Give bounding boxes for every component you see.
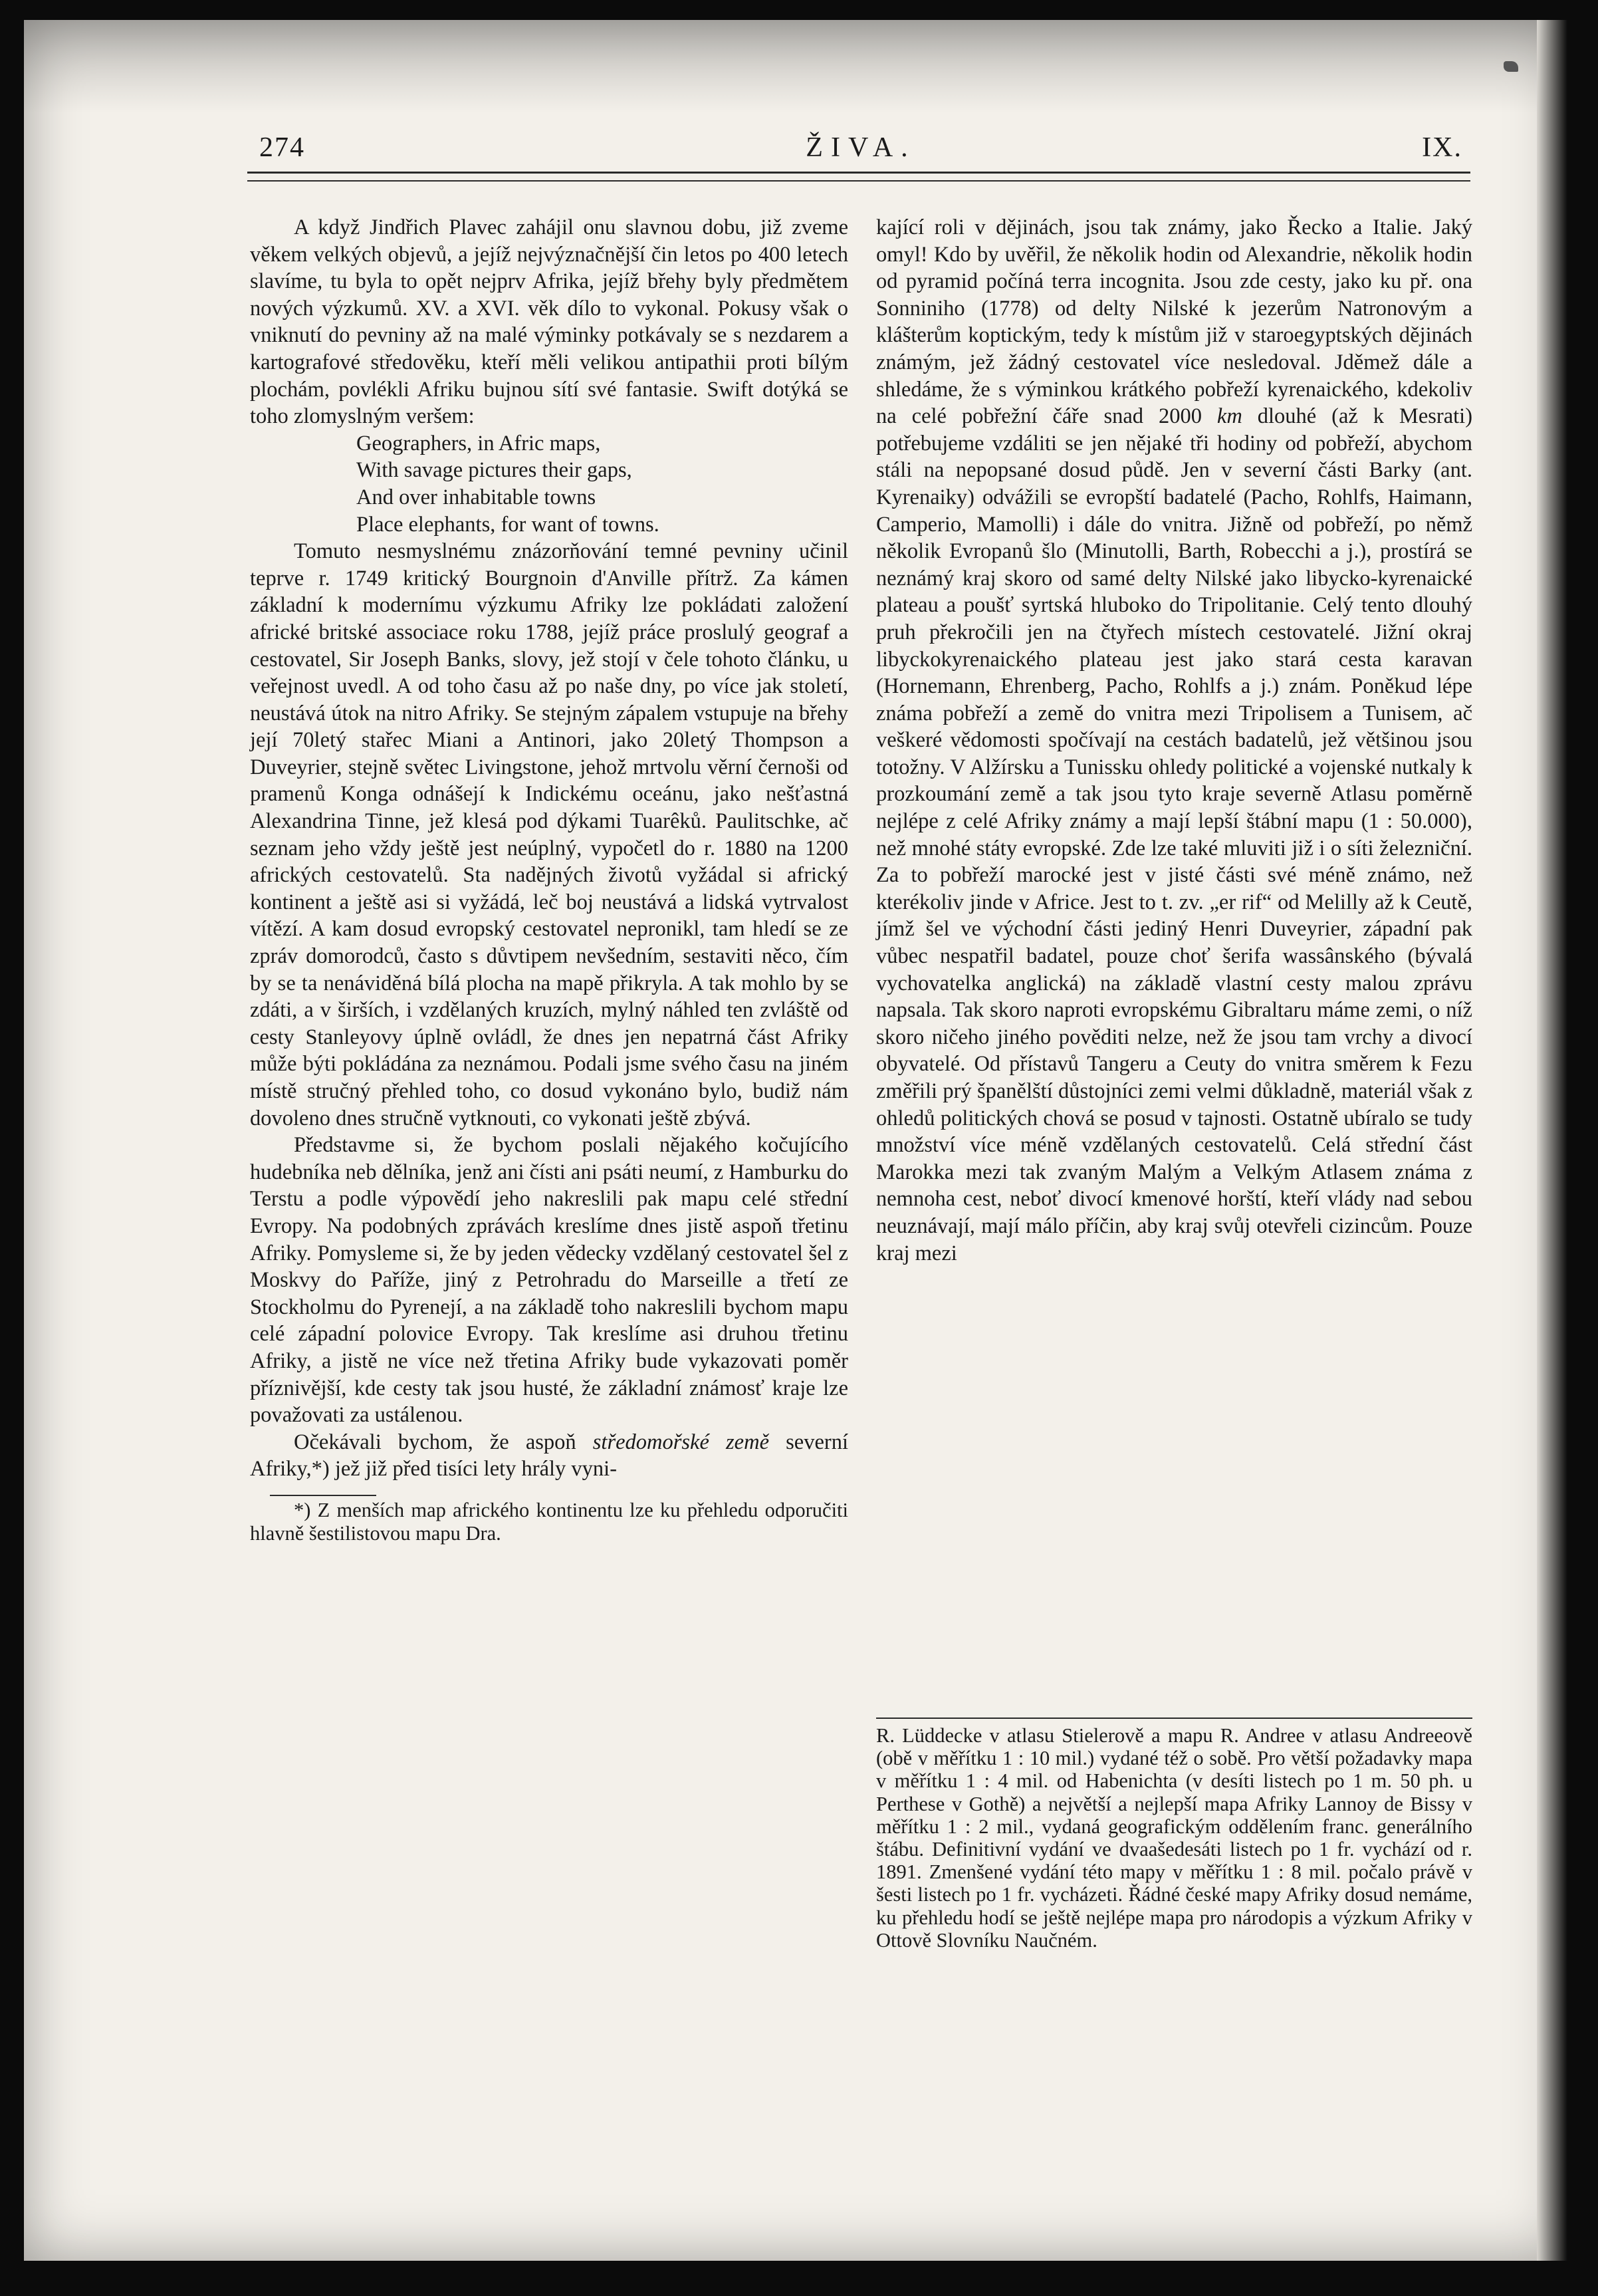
- paragraph-4: [250, 1429, 848, 1483]
- poem-line: Geographers, in Afric maps,: [356, 431, 601, 455]
- paragraph-2: Tomuto nesmyslnému znázorňování temné pevniny učinil teprve r. 1749 kritický Bourgnoin d'Anville přítrž. Za kámen základní k modernímu výzkumu Afriky lze pokládati založení africké britské associace roku 1788, jejíž práce proslulý geograf a cestovatel, Sir Joseph Banks, slovy, jež stojí v čele tohoto článku, u veřejnost uvedl. A od toho času až po naše dny, po více jak století, neustává útok na nitro Afriky. Se stejným zápalem vstupuje na břehy její 70letý stařec Miani a Antinori, jako 20letý Thompson a Duveyrier, stejně světec Livingstone, jehož mrtvolu věrní černoši od pramenů Konga odnášejí k Indickému oceánu, jako nešťastná Alexandrina Tinne, jež klesá pod dýkami Tuarêků. Paulitschke, ač seznam jeho vždy ještě jest neúplný, vypočetl do r. 1880 na 1200 afrických cestovatelů. Sta nadějných životů vyžádal si africký kontinent a ještě asi si vyžádá, leč boj neustává a lidská vytrvalost vítězí. A kam dosud evropský cestovatel nepronikl, tam hledí se ze zpráv domorodců, často s důvtipem nevšedním, sestaviti něco, čím by se ta nenáviděná bílá plocha na mapě přikryla. A tak mohlo by se zdáti, a v širších, i vzdělaných kruzích, mylný náhled ten zvláště od cesty Stanleyovy úplně ovládl, že dnes jen nepatrná část Afriky může býti pokládána za neznámou. Podali jsme svého času na jiném místě stručný přehled toho, co dosud vykonáno bylo, budiž nám dovoleno dnes stručně vytknouti, co vykonati ještě zbývá.: [250, 539, 848, 1130]
- poem-line: With savage pictures their gaps,: [356, 458, 632, 483]
- left-column: [250, 214, 848, 1545]
- paragraph-3: Představme si, že bychom poslali nějakého kočujícího hudebníka neb dělníka, jenž ani čísti ani psáti neumí, z Hamburku do Terstu a podle výpovědí jeho nakreslili pak mapu celé střední Evropy. Na podobných zprávách kreslíme dnes jistě aspoň třetinu Afriky. Pomysleme si, že by jeden vědecky vzdělaný cestovatel šel z Moskvy do Paříže, jiný z Petrohradu do Marseille a třetí ze Stockholmu do Pyrenejí, a na základě toho nakreslili bychom mapu celé západní polovice Evropy. Tak kreslíme asi druhou třetinu Afriky, a jistě ne více než třetina Afriky bude vykazovati poměr příznivější, kde cesty tak jsou husté, že základní známosť kraje lze považovati za ustálenou.: [250, 1133, 848, 1428]
- footnote-rule-right: [876, 1718, 1472, 1719]
- unit-km: km: [1216, 404, 1242, 429]
- header-rule: [247, 172, 1470, 182]
- scan-speck: [1504, 61, 1518, 72]
- footnote-right: R. Lüddecke v atlasu Stielerově a mapu R. Andree v atlasu Andreeově (obě v měřítku 1 : 10 mil.) vydané též o sobě. Pro větší požadavky mapa v měřítku 1 : 4 mil. od Habenichta (v desíti listech po 1 m. 50 ph. u Perthese v Gothě) a největší a nejlepší mapa Afriky Lannoy de Bissy v měřítku 1 : 2 mil., vydaná geografickým oddělením franc. generálního štábu. Definitivní vydání ve dvaašedesáti listech po 1 fr. vychází od r. 1891. Zmenšené vydání této mapy v měřítku 1 : 8 mil. počalo právě v šesti listech po 1 fr. vycházeti. Řádné české mapy Afriky dosud nemáme, ku přehledu hodí se ještě nejlépe mapa pro národopis a výzkum Afriky v Ottově Slovníku Naučném.: [876, 1724, 1472, 1952]
- footnote-rule: [270, 1495, 376, 1496]
- journal-title: ŽIVA.: [806, 132, 916, 163]
- footnote-right-block: [876, 1718, 1472, 1952]
- paragraph-4-end: severní Afriky,*) jež již před tisíci lety hrály vyni-: [250, 1430, 849, 1481]
- paragraph-4-start: Očekávali bychom, že aspoň: [294, 1430, 576, 1454]
- poem-line: And over inhabitable towns: [356, 485, 596, 509]
- footnote-left: *) Z menších map afrického kontinentu lze ku přehledu odporučiti hlavně šestilistovou mapu Dra.: [250, 1498, 848, 1545]
- paragraph-1: A když Jindřich Plavec zahájil onu slavnou dobu, již zveme věkem velkých objevů, a jejíž nejvýznačnější čin letos po 400 letech slavíme, tu byla to opět nejprv Afrika, jejíž břehy byly předmětem nových výzkumů. XV. a XVI. věk dílo to vykonal. Pokusy však o vniknutí do pevniny až na malé výminky potkávaly se s nezdarem a kartografové středověku, kteří měli velikou antipathii proti bílým plochám, povlékli Afriku bujnou sítí své fantasie. Swift dotýká se toho zlomyslným veršem:: [250, 215, 848, 429]
- poem-line: Place elephants, for want of towns.: [356, 512, 659, 537]
- page-number: 274: [259, 132, 305, 163]
- page-edge-shadow: [1537, 20, 1567, 2261]
- paragraph-right: [876, 214, 1472, 1267]
- paragraph-4-italic: středomořské země: [592, 1430, 770, 1454]
- paragraph-right-end: dlouhé (až k Mesrati) potřebujeme vzdáliti se jen nějaké tři hodiny od pobřeží, abychom stáli na nepopsané dosud půdě. Jen v severní části Barky (ant. Kyrenaiky) odvážili se evropští badatelé (Pacho, Rohlfs, Haimann, Camperio, Mamolli) i dále do vnitra. Jižně od pobřeží, po němž několik Evropanů šlo (Minutolli, Barth, Robecchi a j.), prostírá se neznámý kraj skoro od samé delty Nilské jako libycko-kyrenaické plateau a poušť syrtská hluboko do Tripolitanie. Celý tento dlouhý pruh překročili jen na čtyřech místech cestovatelé. Jižní okraj libyckokyrenaického plateau jest jako stará cesta karavan (Hornemann, Ehrenberg, Pacho, Rohlfs a j.) znám. Poněkud lépe známa pobřeží a země do vnitra mezi Tripolisem a Tunisem, ač veškeré vědomosti spočívají na cestách badatelů, jež většinou jsou totožny. V Alžírsku a Tunissku ohledy politické a vojenské nutkaly k prozkoumání země a tak jsou tyto kraje severně Atlasu poměrně nejlépe z celé Afriky známy a mají lepší štábní mapu (1 : 50.000), než mnohé státy evropské. Zde lze také mluviti již i o síti železniční. Za to pobřeží marocké jest v jisté části své méně známo, než kterékoliv jinde v Africe. Jest to t. zv. „er rif“ od Melilly až k Ceutě, jímž šel ve východní části jediný Henri Duveyrier, západní pak vůbec nespatřil badatel, pouze choť šerifa wassânského (bývalá vychovatelka anglická) na základě vlastní cesty malou zprávu napsala. Tak skoro naproti evropskému Gibraltaru máme zemi, o níž skoro ničeho jiného pověditi nelze, než že jsou tam vrchy a divocí obyvatelé. Od přístavů Tangeru a Ceuty do vnitra směrem k Fezu změřili prý španělští důstojníci zemi velmi důkladně, materiál však z ohledů politických chová se posud v tajnosti. Ostatně ubíralo se tudy množství více méně vzdělaných cestovatelů. Celá střední část Marokka mezi tak zvaným Malým a Velkým Atlasem známa z nemnoha cest, neboť divocí kmenové horští, kteří vlády nad sebou neuznávají, mají málo příčin, aby kraj svůj otevřeli cizincům. Pouze kraj mezi: [876, 404, 1473, 1265]
- right-column: [876, 214, 1472, 1267]
- poem-quote: [356, 430, 848, 538]
- volume-number: IX.: [1422, 132, 1462, 163]
- paragraph-right-start: kající roli v dějinách, jsou tak známy, jako Řecko a Italie. Jaký omyl! Kdo by uvěřil, že několik hodin od Alexandrie, několik hodin od pyramid počíná terra incognita. Jsou zde cesty, jako ku př. ona Sonniniho (1778) od delty Nilské k jezerům Natronovým a klášterům koptickým, tedy k místům již v staroegyptských dějinách známým, jež žádný cestovatel více nesledoval. Jděmež dále a shledáme, že s výminkou krátkého pobřeží kyrenaického, kdekoliv na celé pobřežní čáře snad 2000: [876, 215, 1472, 429]
- running-header: [259, 132, 1462, 165]
